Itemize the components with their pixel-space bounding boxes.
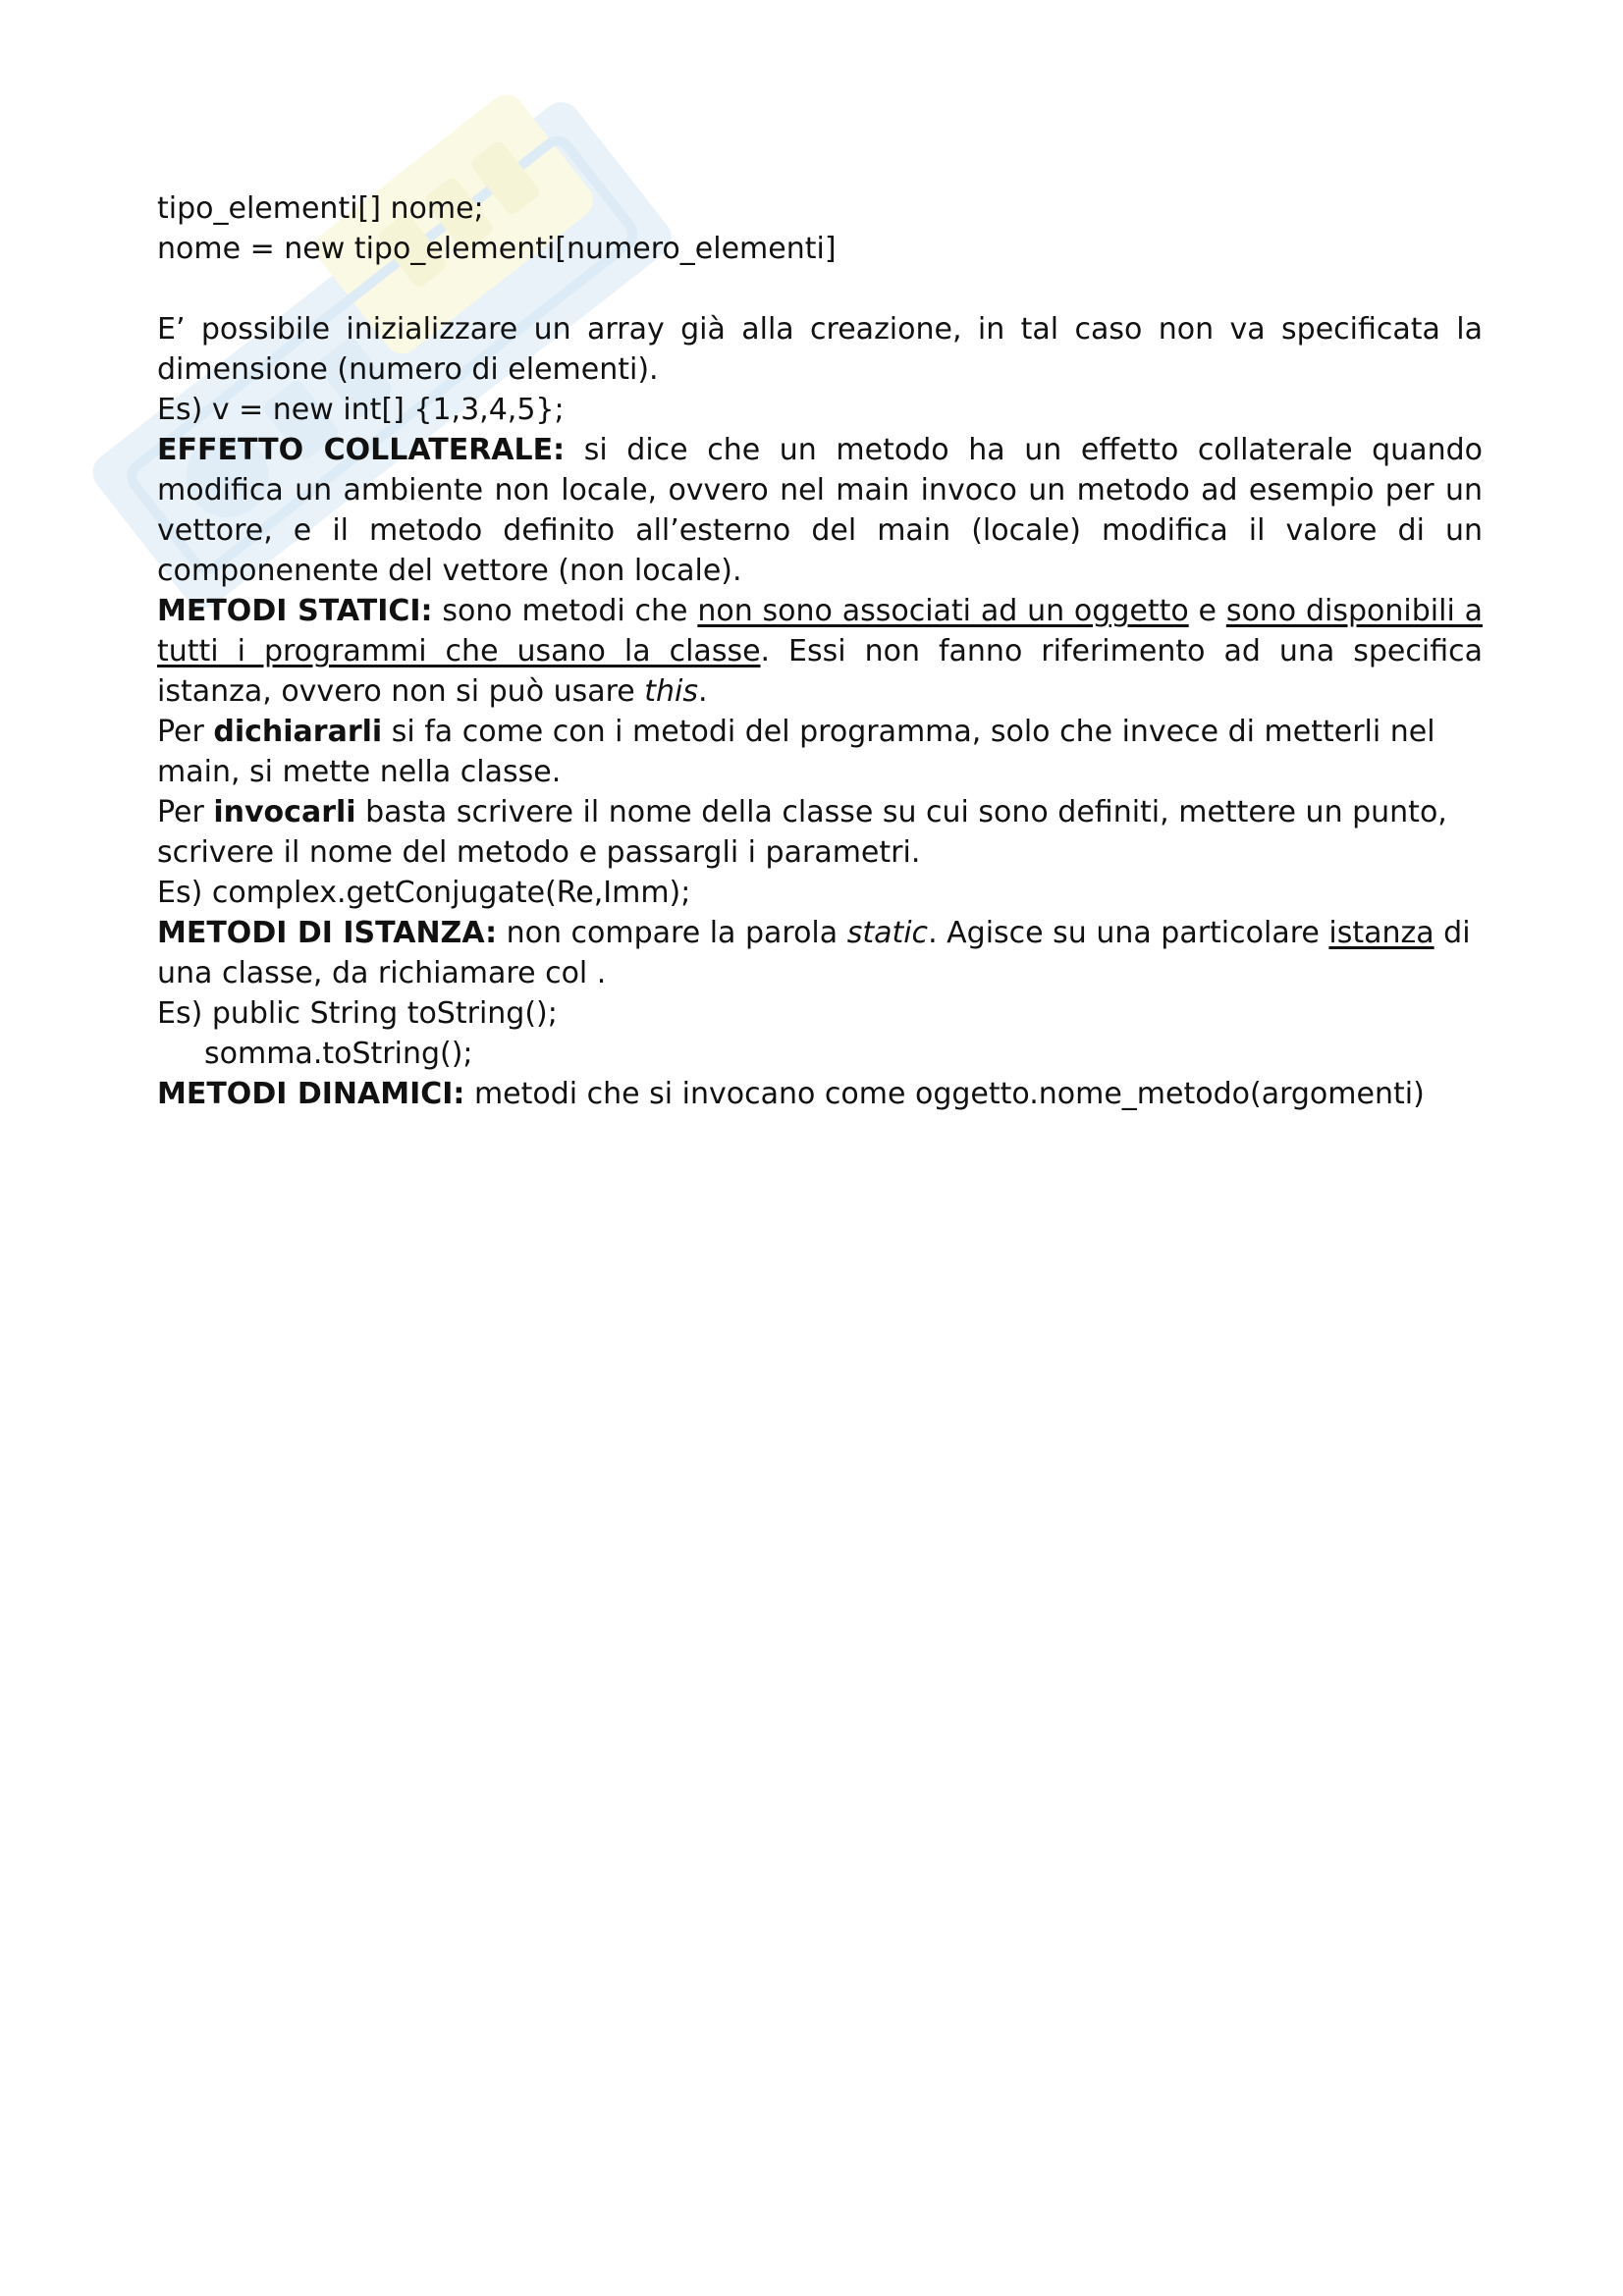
metodi-istanza-term: METODI DI ISTANZA: [157, 916, 498, 950]
static-example: Es) complex.getConjugate(Re,Imm); [157, 876, 691, 910]
metodi-statici-text-1: sono metodi che [432, 594, 698, 628]
dichiararli-paragraph [157, 712, 1483, 792]
metodi-statici-underline-1: non sono associati ad un oggetto [697, 594, 1189, 628]
dichiararli-term: dichiararli [213, 715, 383, 749]
blank-line [157, 269, 1483, 309]
metodi-statici-italic-this: this [644, 674, 699, 709]
metodi-dinamici-term: METODI DINAMICI: [157, 1077, 465, 1111]
invocarli-text: basta scrivere il nome della classe su cui sono definiti, mettere un punto, scrivere il nome del metodo e passargli i parametri. [157, 795, 1447, 870]
metodi-dinamici-paragraph [157, 1074, 1483, 1114]
code-allocation: nome = new tipo_elementi[numero_elementi] [157, 232, 837, 266]
effetto-collaterale-term: EFFETTO COLLATERALE: [157, 433, 566, 467]
code-declaration: tipo_elementi[] nome; [157, 191, 484, 226]
metodi-statici-text-3: . Essi non fanno riferimento ad una specifica istanza, ovvero non si può usare [157, 634, 1483, 709]
effetto-collaterale-text: si dice che un metodo ha un effetto collaterale quando modifica un ambiente non locale, ovvero nel main invoco un metodo ad esempio per un vettore, e il metodo definito all’esterno del main (locale) modifica il valore di un componenente del vettore (non locale). [157, 433, 1483, 588]
init-example: Es) v = new int[] {1,3,4,5}; [157, 393, 565, 427]
dichiararli-text: si fa come con i metodi del programma, solo che invece di metterli nel main, si mette nella classe. [157, 715, 1435, 789]
istanza-example-line-2: somma.toString(); [204, 1037, 473, 1071]
init-paragraph: E’ possibile inizializzare un array già alla creazione, in tal caso non va specificata la dimensione (numero di elementi). [157, 312, 1483, 387]
metodi-istanza-text-2: . Agisce su una particolare [928, 916, 1329, 950]
metodi-istanza-text-3: di una classe, da richiamare col . [157, 916, 1471, 990]
invocarli-term: invocarli [213, 795, 356, 829]
metodi-statici-text-2: e [1188, 594, 1226, 628]
dichiararli-prefix: Per [157, 715, 214, 749]
document-body [157, 188, 1483, 1114]
metodi-statici-underline-2: sono disponibili a tutti i programmi che usano la classe [157, 594, 1483, 668]
metodi-istanza-text-1: non compare la parola [497, 916, 847, 950]
metodi-dinamici-text: metodi che si invocano come oggetto.nome_metodo(argomenti) [464, 1077, 1425, 1111]
metodi-statici-paragraph [157, 591, 1483, 712]
effetto-collaterale-paragraph [157, 430, 1483, 591]
istanza-example-line-1: Es) public String toString(); [157, 996, 558, 1031]
invocarli-paragraph [157, 792, 1483, 873]
metodi-istanza-paragraph [157, 913, 1483, 993]
metodi-statici-term: METODI STATICI: [157, 594, 433, 628]
metodi-istanza-underline: istanza [1328, 916, 1434, 950]
metodi-statici-text-4: . [698, 674, 708, 709]
invocarli-prefix: Per [157, 795, 214, 829]
metodi-istanza-italic-static: static [846, 916, 929, 950]
